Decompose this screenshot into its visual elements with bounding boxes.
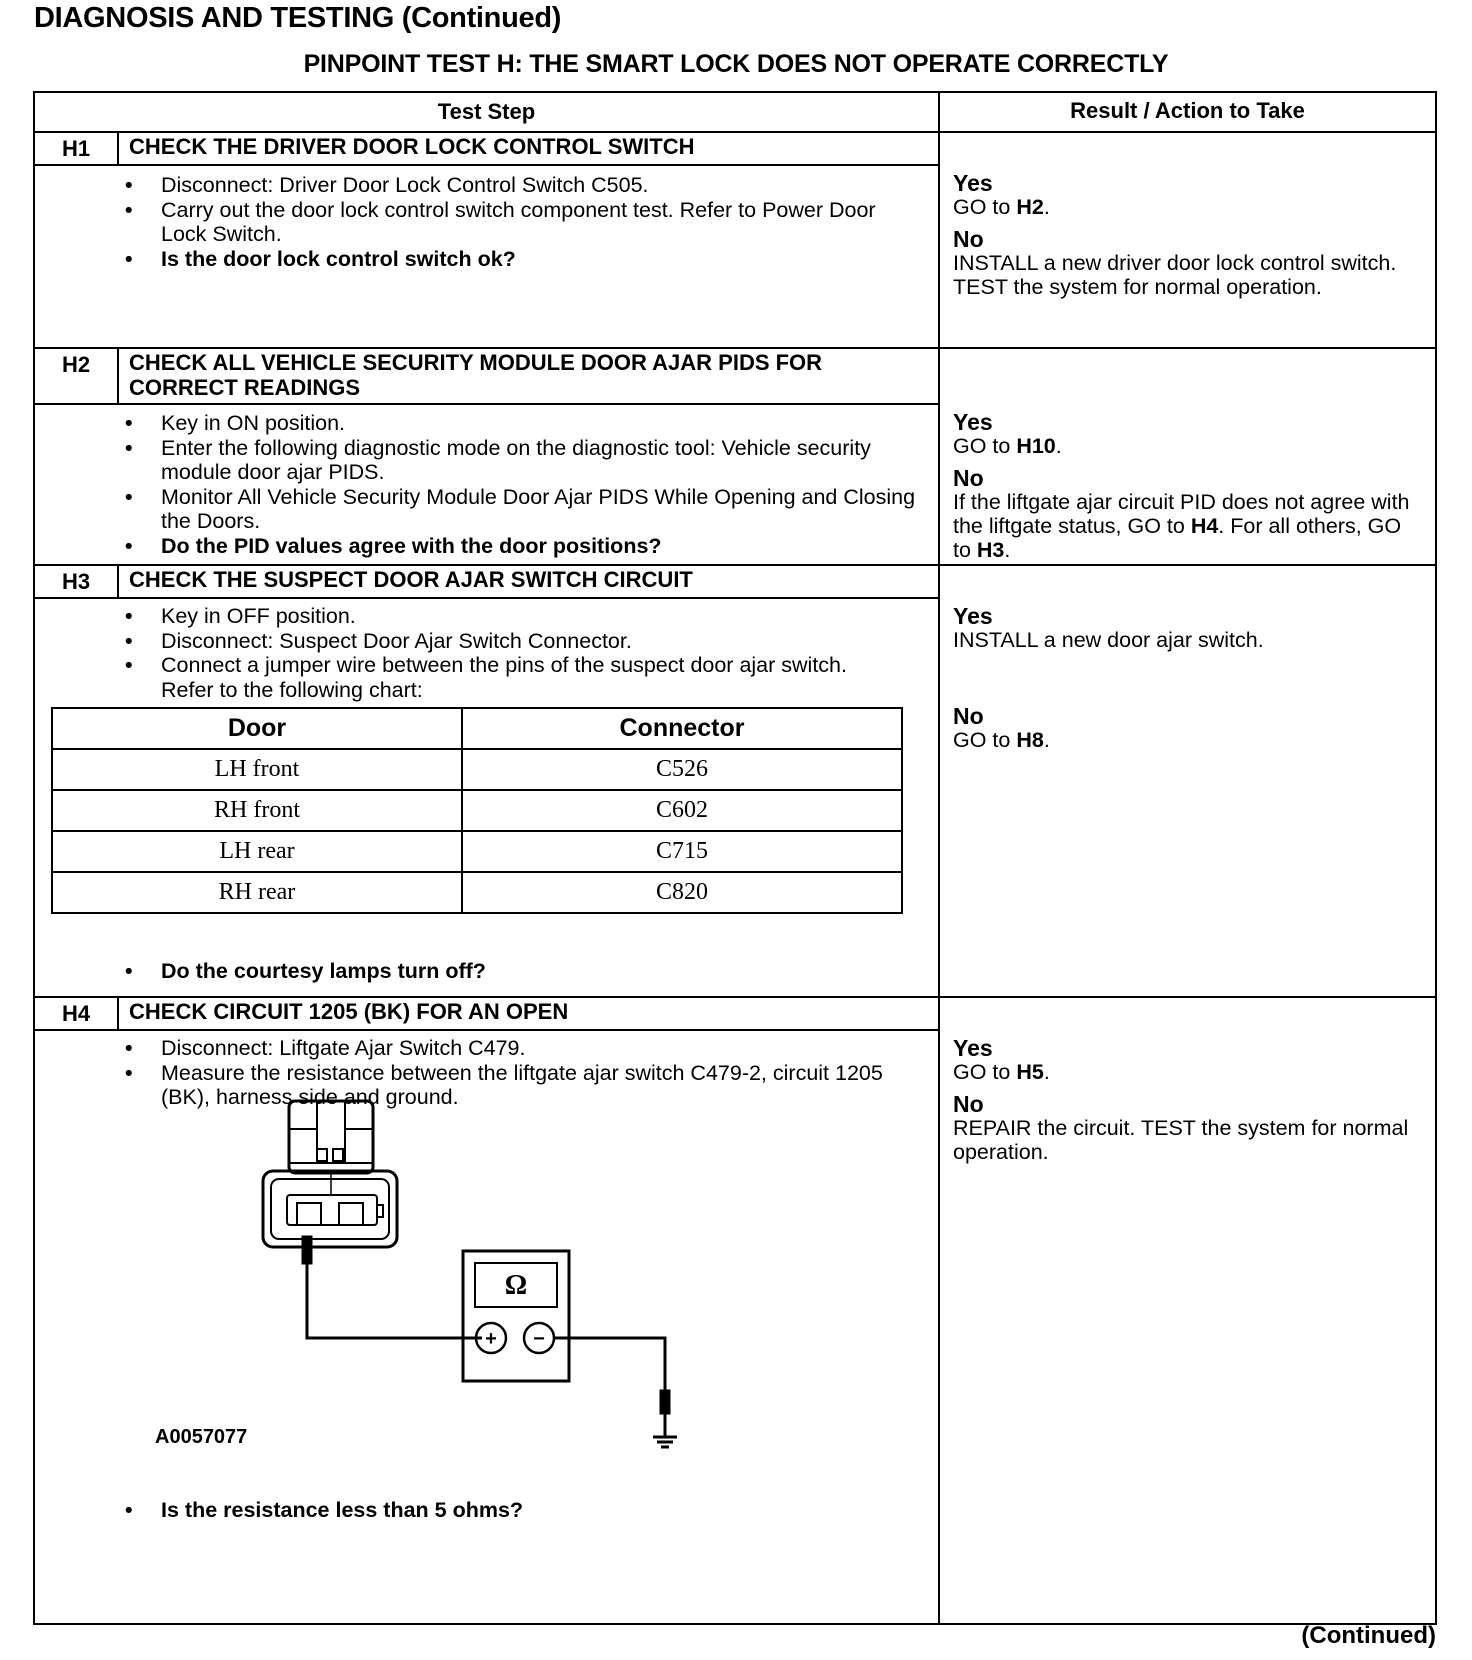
step-h4 [35,996,1435,1623]
bullet-question: • Is the door lock control switch ok? [123,247,923,272]
bullet-item: • Enter the following diagnostic mode on the diagnostic tool: Vehicle security module door ajar PIDS. [123,436,923,485]
pinpoint-test-table [33,91,1437,1625]
table-row [52,790,902,831]
yes-label: Yes [953,170,993,196]
step-question [123,1498,923,1523]
step-header [35,564,938,599]
no-label: No [953,1091,984,1117]
bullet-item: • Disconnect: Driver Door Lock Control Switch C505. [123,173,923,198]
table-row [52,831,902,872]
step-result [953,604,1421,760]
bullet-item: • Measure the resistance between the liftgate ajar switch C479-2, circuit 1205 (BK), harness side and ground. [123,1061,883,1110]
table-header-row [52,708,902,749]
bullet-question: • Is the resistance less than 5 ohms? [123,1498,923,1523]
step-id: H3 [35,564,119,597]
bullet-item: • Key in ON position. [123,411,923,436]
step-result [953,1036,1421,1172]
header-result: Result / Action to Take [1070,98,1305,123]
bullet-item: • Monitor All Vehicle Security Module Door Ajar PIDS While Opening and Closing the Doors. [123,485,923,534]
bullet-item: • Key in OFF position. [123,604,863,629]
bullet-item: • Carry out the door lock control switch component test. Refer to Power Door Lock Switch. [123,198,923,247]
pinpoint-test-title: PINPOINT TEST H: THE SMART LOCK DOES NOT OPERATE CORRECTLY [303,50,1169,78]
bullet-question: • Do the courtesy lamps turn off? [123,959,923,984]
ohm-symbol: Ω [504,1270,528,1301]
yes-label: Yes [953,603,993,629]
no-action: INSTALL a new driver door lock control switch. TEST the system for normal operation. [953,251,1397,299]
no-action: If the liftgate ajar circuit PID does not agree with the liftgate status, GO to H4. For all others, GO to H3. [953,490,1410,562]
plus-terminal-icon: + [485,1328,497,1350]
no-label: No [953,465,984,491]
continued-label: (Continued) [1301,1622,1436,1649]
table-row [52,872,902,913]
no-action: GO to H8. [953,728,1050,752]
goto-link[interactable]: H5 [1016,1060,1044,1084]
step-question [123,959,923,984]
goto-link[interactable]: H4 [1190,514,1219,538]
connector-cell: C715 [462,831,902,872]
yes-action: GO to H2. [953,195,1050,219]
door-cell: LH rear [52,831,462,872]
step-header [35,996,938,1031]
door-connector-table [51,707,903,914]
yes-action: GO to H10. [953,434,1062,458]
connector-cell: C526 [462,749,902,790]
connector-cell: C820 [462,872,902,913]
connector-cell: C602 [462,790,902,831]
step-result [953,171,1421,307]
step-title: CHECK THE SUSPECT DOOR AJAR SWITCH CIRCUIT [129,567,693,592]
goto-link[interactable]: H2 [1016,195,1044,219]
step-bullets [123,173,923,271]
header-test-step: Test Step [437,99,536,124]
page-title: DIAGNOSIS AND TESTING (Continued) [34,2,562,34]
step-title: CHECK THE DRIVER DOOR LOCK CONTROL SWITCH [129,134,695,159]
step-bullets [123,411,923,558]
figure-id: A0057077 [155,1426,248,1448]
step-id: H1 [35,131,119,164]
step-h1 [35,131,1435,349]
no-label: No [953,703,984,729]
bullet-item: • Connect a jumper wire between the pins of the suspect door ajar switch. Refer to the following chart: [123,653,863,702]
bullet-item: • Disconnect: Liftgate Ajar Switch C479. [123,1036,883,1061]
no-action: REPAIR the circuit. TEST the system for normal operation. [953,1116,1409,1164]
step-id: H2 [35,347,119,403]
no-label: No [953,226,984,252]
step-header [35,131,938,166]
column-header: Connector [462,708,902,749]
table-header [35,93,1435,133]
door-cell: RH front [52,790,462,831]
door-cell: RH rear [52,872,462,913]
yes-action: INSTALL a new door ajar switch. [953,628,1264,652]
step-bullets [123,604,863,702]
step-h3 [35,564,1435,998]
step-h2 [35,347,1435,566]
yes-action: GO to H5. [953,1060,1050,1084]
step-title: CHECK CIRCUIT 1205 (BK) FOR AN OPEN [129,999,569,1024]
step-id: H4 [35,996,119,1029]
goto-link[interactable]: H10 [1016,434,1056,458]
minus-terminal-icon: − [533,1328,545,1350]
ohmmeter-wiring-diagram [235,1091,695,1471]
goto-link[interactable]: H8 [1016,728,1044,752]
step-title: CHECK ALL VEHICLE SECURITY MODULE DOOR AJAR PIDS FOR CORRECT READINGS [129,350,823,400]
yes-label: Yes [953,409,993,435]
step-header [35,347,938,405]
door-cell: LH front [52,749,462,790]
yes-label: Yes [953,1035,993,1061]
goto-link[interactable]: H3 [976,538,1005,562]
bullet-question: • Do the PID values agree with the door positions? [123,534,923,559]
table-row [52,749,902,790]
step-result [953,410,1421,570]
column-header: Door [52,708,462,749]
bullet-item: • Disconnect: Suspect Door Ajar Switch Connector. [123,629,863,654]
